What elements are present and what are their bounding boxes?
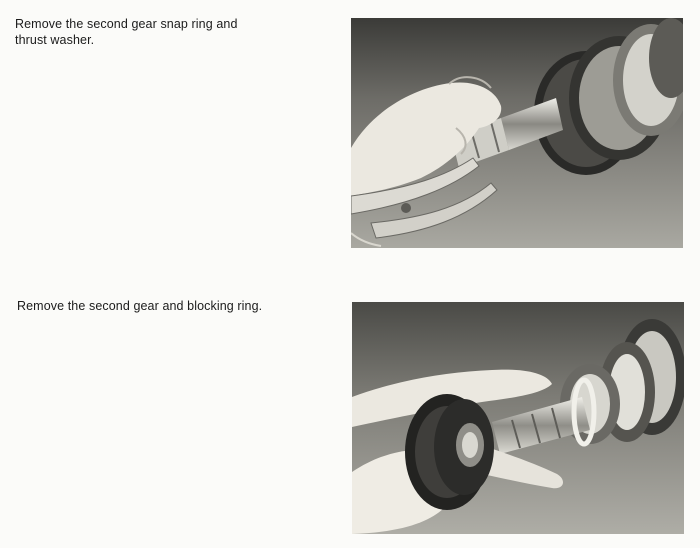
step-2-photo	[352, 302, 684, 534]
step-2-instruction: Remove the second gear and blocking ring.	[17, 299, 263, 313]
second-gear-removal-illustration	[352, 302, 684, 534]
snap-ring-removal-illustration	[351, 18, 683, 248]
step-1-photo	[351, 18, 683, 248]
step-1-instruction: Remove the second gear snap ring and thrust washer.	[15, 17, 238, 47]
